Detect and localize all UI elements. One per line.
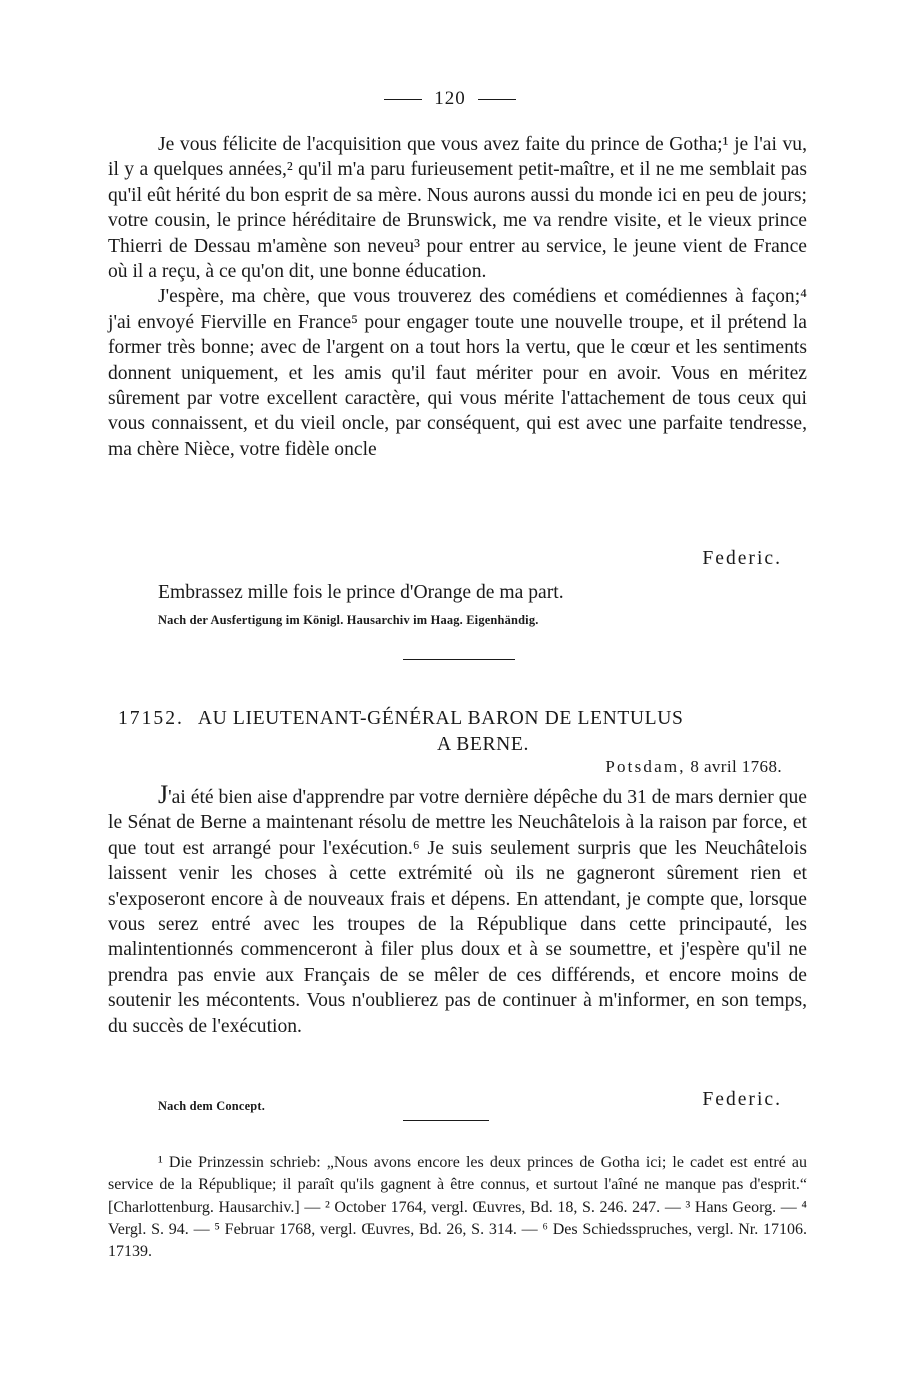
letter1-body	[108, 132, 807, 462]
footnotes	[108, 1152, 807, 1263]
letter2-dateline	[605, 757, 782, 777]
letter2-heading-line1: AU LIEUTENANT-GÉNÉRAL BARON DE LENTULUS	[197, 708, 684, 729]
page-number-dash-left	[384, 99, 422, 100]
letter2-place: Potsdam,	[605, 757, 686, 776]
page-number-text: 120	[434, 88, 466, 109]
letter2-body-block	[108, 780, 807, 1039]
letter2-heading	[118, 706, 798, 758]
letter2-source-note: Nach dem Concept.	[158, 1099, 265, 1113]
page-number-dash-right	[478, 99, 516, 100]
letter2-date: 8 avril 1768.	[690, 757, 782, 776]
letter2-number: 17152.	[118, 708, 184, 729]
letter2-body	[108, 780, 807, 1039]
letter1-postscript: Embrassez mille fois le prince d'Orange de ma part.	[158, 582, 564, 603]
letter2-heading-line2: A BERNE.	[437, 734, 529, 755]
footnote-rule	[403, 1120, 489, 1121]
letter1-signature: Federic.	[702, 548, 782, 569]
letter1-source-note: Nach der Ausfertigung im Königl. Hausarchiv im Haag. Eigenhändig.	[158, 613, 539, 627]
letter1-paragraph-1: Je vous félicite de l'acquisition que vous avez faite du prince de Gotha;¹ je l'ai vu, il y a quelques années,² qu'il m'a paru furieusement petit-maître, et il ne me semblait pas qu'il eût hérité du bon esprit de sa mère. Nous aurons aussi du monde ici en peu de jours; votre cousin, le prince héréditaire de Brunswick, me va rendre visite, et le vieux prince Thierri de Dessau m'amène son neveu³ pour entrer au service, le jeune vient de France où il a reçu, à ce qu'on dit, une bonne éducation.	[108, 134, 807, 283]
letter1-paragraph-2: J'espère, ma chère, que vous trouverez des comédiens et comédiennes à façon;⁴ j'ai envoyé Fierville en France⁵ pour engager toute une nouvelle troupe, et il prétend la former très bonne; avec de l'argent on a tout hors la vertu, que le cœur et les sentiments donnent uniquement, et les amis qu'il faut mériter pour en avoir. Vous en méritez sûrement par votre excellent caractère, qui vous mérite l'attachement de tous ceux qui vous connaissent, et du vieil oncle, par conséquent, qui est avec une parfaite tendresse, ma chère Nièce, votre fidèle oncle	[108, 286, 807, 460]
footnotes-text: ¹ Die Prinzessin schrieb: „Nous avons encore les deux princes de Gotha ici; le cadet est entré au service de la République; il paraît qu'ils gagnent à être connus, et surtout l'aîné ne manque pas d'esprit.“ [Charlottenburg. Hausarchiv.] — ² October 1764, vergl. Œuvres, Bd. 18, S. 246. 247. — ³ Hans Georg. — ⁴ Vergl. S. 94. — ⁵ Februar 1768, vergl. Œuvres, Bd. 26, S. 314. — ⁶ Des Schiedsspruches, vergl. Nr. 17106. 17139.	[108, 1154, 807, 1261]
separator-rule	[403, 659, 515, 660]
letter2-dropcap: J	[158, 780, 169, 809]
letter2-signature: Federic.	[702, 1089, 782, 1110]
letter2-body-text: 'ai été bien aise d'apprendre par votre dernière dépêche du 31 de mars dernier que le Sénat de Berne a maintenant résolu de mettre les Neuchâtelois à la raison par force, et que tout est arrangé pour l'exécution.⁶ Je suis seulement surpris que les Neuchâtelois laissent venir les choses à cette extrémité où ils ne gagneront sûrement rien et s'exposeront encore à de nouveaux frais et dépens. En attendant, je compte que, lorsque vous serez entré avec les troupes de la République dans cette principauté, les malintentionnés commenceront à filer plus doux et à se soumettre, et j'espère qu'il ne prendra pas envie aux Français de se mêler de ces différends, et encore moins de soutenir les mécontents. Vous n'oublierez pas de continuer à m'informer, en son temps, du succès de l'exécution.	[108, 787, 807, 1037]
page-number	[0, 88, 900, 110]
